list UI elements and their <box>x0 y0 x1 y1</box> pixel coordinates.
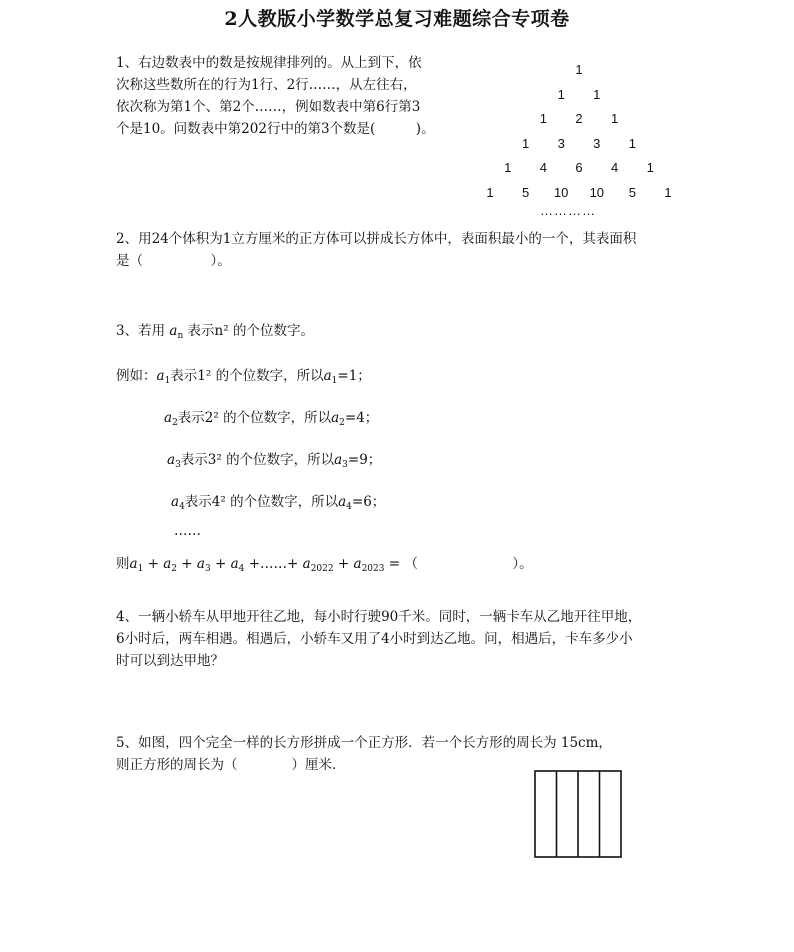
question-4-line: 4、一辆小轿车从甲地开往乙地，每小时行驶90千米。同时，一辆卡车从乙地开往甲地， <box>116 609 642 625</box>
triangle-number: 1 <box>610 111 619 126</box>
sum-expression: 则$a_1 + a_2 + a_3 + a_4$ +……+ $a_{2022} + a_{2023}$ = （ ）。 <box>116 556 533 574</box>
sum-operator: = <box>384 556 405 572</box>
sum-operator: + <box>333 556 354 572</box>
question-4-line: 6小时后，两车相遇。相遇后，小轿车又用了4小时到达乙地。问，相遇后，卡车多少小 <box>116 631 633 647</box>
question-4 <box>116 606 686 672</box>
triangle-number: 1 <box>575 62 583 77</box>
question-1 <box>116 52 476 140</box>
question-2-line: 是（ ）。 <box>116 253 231 269</box>
sum-term-subscript: 2022 <box>310 564 334 574</box>
triangle-number: 3 <box>557 135 565 151</box>
sum-operator: +……+ <box>244 556 303 572</box>
triangle-number: 1 <box>521 135 530 151</box>
sum-term-subscript: 4 <box>238 564 245 574</box>
sum-term-variable: a <box>163 556 172 572</box>
triangle-number: 2 <box>575 111 583 126</box>
sum-term-subscript: 3 <box>204 564 211 574</box>
question-2-line: 2、用24个体积为1立方厘米的正方体可以拼成长方体中，表面积最小的一个，其表面积 <box>116 231 637 247</box>
sum-term-subscript: 2023 <box>361 564 385 574</box>
triangle-number: 10 <box>589 184 605 200</box>
four-rectangles-figure <box>534 770 624 860</box>
triangle-number: 1 <box>539 111 548 126</box>
example-row-4: $a_4$表示4² 的个位数字，所以$a_4=6$； <box>171 494 386 512</box>
triangle-number: 6 <box>575 160 583 175</box>
sum-term-subscript: 2 <box>171 564 177 574</box>
example-row-2: $a_2$表示2² 的个位数字，所以$a_2=4$； <box>164 410 379 428</box>
question-1-line: 个是10。问数表中第202行中的第3个数是( )。 <box>116 121 435 137</box>
triangle-number: 3 <box>593 135 601 151</box>
triangle-number: 5 <box>628 184 637 200</box>
triangle-number: 10 <box>553 184 569 200</box>
sum-term-variable: a <box>230 556 239 572</box>
page-title: 2人教版小学数学总复习难题综合专项卷 <box>224 8 570 30</box>
triangle-number: 1 <box>593 86 601 102</box>
sum-term-variable: a <box>196 556 205 572</box>
sum-terms <box>130 556 405 572</box>
sum-operator: + <box>177 556 197 572</box>
sum-operator: + <box>143 556 164 572</box>
question-5-line: 5、如图，四个完全一样的长方形拼成一个正方形．若一个长方形的周长为 15cm， <box>116 735 612 751</box>
triangle-number: 4 <box>539 160 548 175</box>
triangle-number: 1 <box>664 184 672 200</box>
question-1-line: 1、右边数表中的数是按规律排列的。从上到下，依 <box>116 55 422 71</box>
sum-term-variable: a <box>302 556 311 572</box>
triangle-number: 4 <box>610 160 619 175</box>
example-row-1: 例如：$a_1$表示1² 的个位数字，所以$a_1=1$； <box>116 368 371 386</box>
triangle-number: 1 <box>646 160 654 175</box>
triangle-number: 1 <box>628 135 637 151</box>
sum-operator: + <box>210 556 231 572</box>
triangle-number: 5 <box>521 184 530 200</box>
triangle-number: 1 <box>557 86 565 102</box>
example-ellipsis: …… <box>174 523 201 539</box>
triangle-continuation-dots: ………… <box>540 203 596 218</box>
example-label: 例如： <box>116 368 157 384</box>
question-2 <box>116 228 686 272</box>
triangle-number: 1 <box>486 184 494 200</box>
example-row-3: $a_3$表示3² 的个位数字，所以$a_3=9$； <box>167 452 382 470</box>
triangle-number: 1 <box>504 160 512 175</box>
question-3-intro: 3、若用 $a_n$ 表示n² 的个位数字。 <box>116 323 314 341</box>
question-1-line: 依次称为第1个、第2个……，例如数表中第6行第3 <box>116 99 421 115</box>
sum-term-variable: a <box>129 556 138 572</box>
question-5-line: 则正方形的周长为（ ）厘米． <box>116 757 346 773</box>
sum-term-variable: a <box>353 556 362 572</box>
question-4-line: 时可以到达甲地？ <box>116 653 224 669</box>
sum-term-subscript: 1 <box>137 564 144 574</box>
question-1-line: 次称这些数所在的行为1行、2行……，从左往右， <box>116 77 417 93</box>
